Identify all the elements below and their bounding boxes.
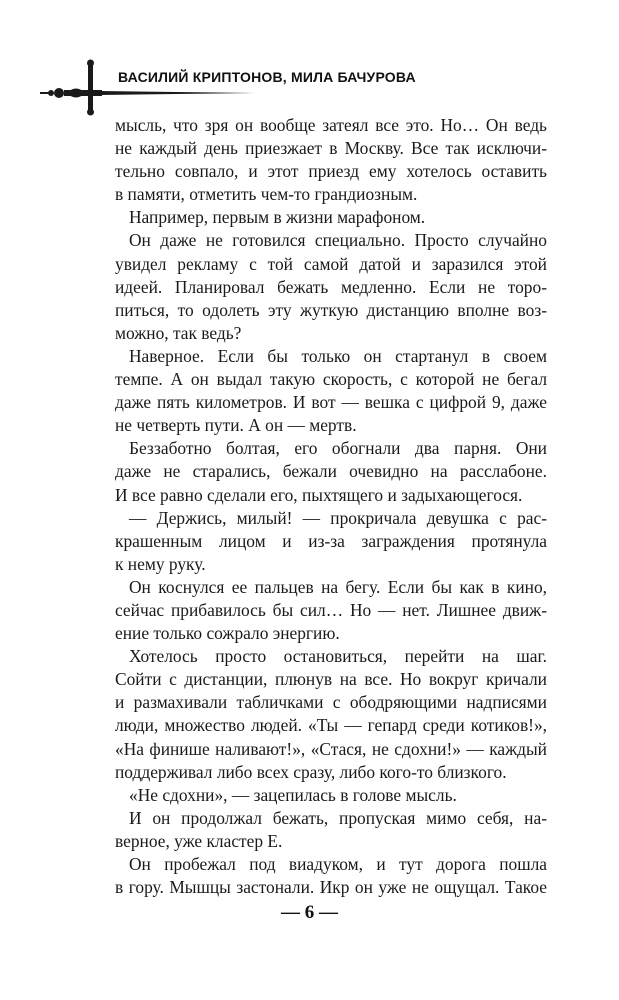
text-line: люди, множество людей. «Ты — гепард среди котиков!», <box>115 715 547 736</box>
text-line: крашенным лицом и из-за заграждения протянула <box>115 530 547 551</box>
text-line: Например, первым в жизни марафоном. <box>129 207 426 228</box>
text-line: Он коснулся ее пальцев на бегу. Если бы как в кино, <box>129 576 547 597</box>
sword-ornament-icon <box>40 58 255 118</box>
text-line: — Держись, милый! — прокричала девушка с рас- <box>129 507 547 528</box>
text-line: в памяти, отметить чем-то грандиозным. <box>115 184 418 205</box>
text-line: сейчас прибавилось бы сил… Но — нет. Лишнее движ- <box>115 599 547 620</box>
header-title: ВАСИЛИЙ КРИПТОНОВ, МИЛА БАЧУРОВА <box>118 69 416 85</box>
text-line: Хотелось просто остановиться, перейти на шаг. <box>129 646 547 667</box>
text-line: Он даже не готовился специально. Просто случайно <box>129 230 547 251</box>
text-line: идеей. Планировал бежать медленно. Если не торо- <box>115 276 547 297</box>
text-line: И он продолжал бежать, пропуская мимо себя, на- <box>129 807 547 828</box>
text-line: «На финише наливают!», «Стася, не сдохни!» — каждый <box>115 738 547 759</box>
text-line: к нему руку. <box>115 553 206 574</box>
text-line: И все равно сделали его, пыхтящего и задыхающегося. <box>115 484 523 505</box>
text-line: и размахивали табличками с ободряющими надписями <box>115 692 547 713</box>
text-line: верное, уже кластер Е. <box>115 830 283 851</box>
text-line: поддерживал либо всех сразу, либо кого-то близкого. <box>115 761 507 782</box>
text-line: Сойти с дистанции, плюнув на все. Но вокруг кричали <box>115 669 547 690</box>
text-line: Наверное. Если бы только он стартанул в своем <box>129 345 547 366</box>
running-header <box>0 58 619 118</box>
text-line: увидел рекламу с той самой датой и заразился этой <box>115 253 547 274</box>
text-line: Он пробежал под виадуком, и тут дорога пошла <box>129 854 547 874</box>
text-line: можно, так ведь? <box>115 322 242 343</box>
text-line: не каждый день приезжает в Москву. Все так исключи- <box>115 138 547 159</box>
text-line: темпе. А он выдал такую скорость, с которой не бегал <box>115 369 547 390</box>
body-text <box>115 114 547 899</box>
text-line: «Не сдохни», — зацепилась в голове мысль. <box>129 784 457 805</box>
text-line: ение только сожрало энергию. <box>115 623 340 644</box>
text-line: Беззаботно болтая, его обогнали два парня. Они <box>129 438 547 459</box>
text-line: не четверть пути. А он — мертв. <box>115 415 357 436</box>
text-line: даже пять километров. И вот — вешка с цифрой 9, даже <box>115 392 547 413</box>
text-line: тельно совпало, и этот приезд ему хотелось оставить <box>115 161 547 182</box>
text-line: в гору. Мышцы застонали. Икр он уже не ощущал. Такое <box>115 877 547 898</box>
text-line: даже не старались, бежали очевидно на расслабоне. <box>115 461 547 482</box>
text-line: питься, то одолеть эту жуткую дистанцию вполне воз- <box>115 299 547 320</box>
page-number: — 6 — <box>281 902 338 923</box>
text-line: мысль, что зря он вообще затеял все это. Но… Он ведь <box>115 115 547 135</box>
